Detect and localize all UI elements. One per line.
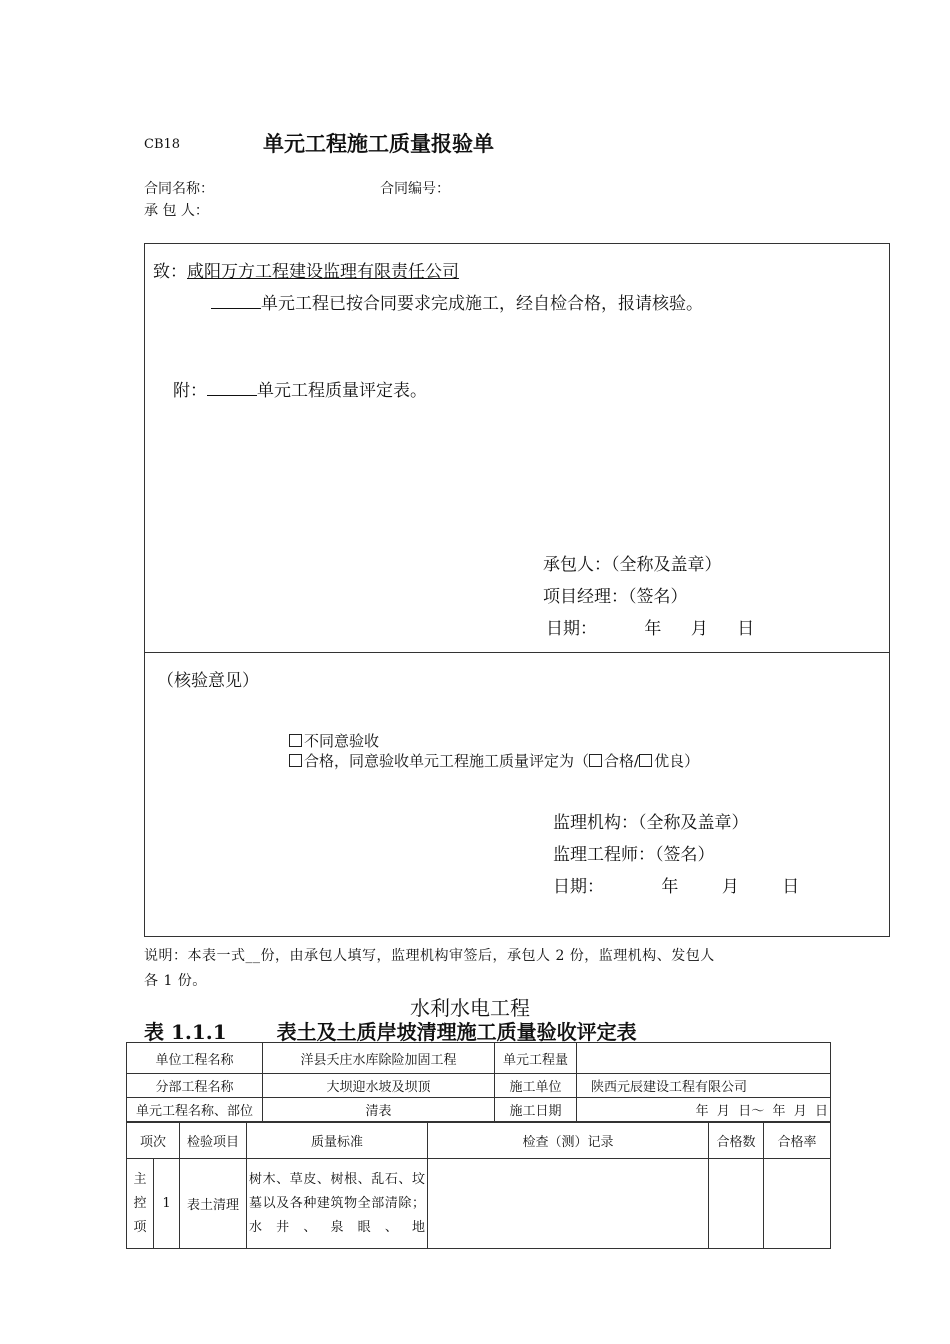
option-qualified-text: 合格/ xyxy=(604,752,640,770)
item-pass-count[interactable] xyxy=(709,1159,764,1249)
report-box xyxy=(144,243,890,653)
element-value: 清表 xyxy=(263,1098,495,1122)
header-quality-standard: 质量标准 xyxy=(247,1123,428,1159)
review-day: 日 xyxy=(782,877,800,897)
contractor-signature: 承包人：（全称及盖章） xyxy=(543,555,722,575)
manager-signature: 项目经理：（签名） xyxy=(543,587,688,607)
item-standard: 树木、草皮、树根、乱石、坟墓以及各种建筑物全部清除；水井、泉眼、地 xyxy=(247,1159,428,1249)
attach-blank xyxy=(207,381,257,396)
sub-project-value: 大坝迎水坡及坝顶 xyxy=(263,1074,495,1098)
supervisor-org-signature: 监理机构：（全称及盖章） xyxy=(553,813,749,833)
constructor-value: 陕西元辰建设工程有限公司 xyxy=(577,1074,831,1098)
report-year: 年 xyxy=(644,619,662,639)
table2-number: 表 1.1.1 xyxy=(144,1020,227,1044)
supervisor-engineer-signature: 监理工程师：（签名） xyxy=(553,845,715,865)
header-item-no: 项次 xyxy=(127,1123,180,1159)
inspection-table xyxy=(126,1122,831,1249)
review-month: 月 xyxy=(721,877,739,897)
item-record[interactable] xyxy=(428,1159,709,1249)
checkbox-icon[interactable] xyxy=(589,754,602,767)
form-note-line1: 说明：本表一式__份，由承包人填写，监理机构审签后，承包人 2 份，监理机构、发包人 xyxy=(144,948,715,964)
header-pass-rate: 合格率 xyxy=(764,1123,831,1159)
report-statement xyxy=(211,289,703,314)
option-accept-text: 合格，同意验收单元工程施工质量评定为（ xyxy=(304,752,590,770)
review-option-accept xyxy=(289,750,699,771)
item-number: 1 xyxy=(154,1159,180,1249)
constructor-label: 施工单位 xyxy=(495,1074,577,1098)
unit-qty-value xyxy=(577,1043,831,1074)
form-note-line2: 各 1 份。 xyxy=(144,973,207,989)
contract-no-label: 合同编号： xyxy=(380,181,450,197)
sub-project-label: 分部工程名称 xyxy=(127,1074,263,1098)
item-pass-rate[interactable] xyxy=(764,1159,831,1249)
report-date xyxy=(546,614,754,639)
unit-project-label: 单位工程名称 xyxy=(127,1043,263,1074)
category-char: 主 xyxy=(133,1171,147,1187)
item-name: 表土清理 xyxy=(180,1159,247,1249)
contract-name-label: 合同名称： xyxy=(144,181,214,197)
table-row xyxy=(127,1159,831,1249)
table2-subtitle: 水利水电工程 xyxy=(410,996,530,1020)
form-title: 单元工程施工质量报验单 xyxy=(263,132,494,156)
review-option-reject xyxy=(289,730,379,751)
review-box xyxy=(144,653,890,937)
category-char: 项 xyxy=(133,1219,147,1235)
category-main-control xyxy=(127,1159,154,1249)
attach-text: 单元工程质量评定表。 xyxy=(257,381,427,401)
report-attachment xyxy=(173,376,427,401)
recipient-org: 咸阳万方工程建设监理有限责任公司 xyxy=(187,262,459,282)
project-info-table xyxy=(126,1042,831,1122)
option-reject-text: 不同意验收 xyxy=(304,732,380,750)
category-char: 控 xyxy=(133,1195,147,1211)
header-check-item: 检验项目 xyxy=(180,1123,247,1159)
report-month: 月 xyxy=(690,619,708,639)
checkbox-icon[interactable] xyxy=(289,734,302,747)
form-code: CB18 xyxy=(144,137,181,152)
checkbox-icon[interactable] xyxy=(289,754,302,767)
report-day: 日 xyxy=(737,619,755,639)
option-excellent-text: 优良） xyxy=(654,752,700,770)
attach-prefix: 附： xyxy=(173,381,207,401)
unit-qty-label: 单元工程量 xyxy=(495,1043,577,1074)
report-recipient xyxy=(153,257,459,282)
review-heading: （核验意见） xyxy=(157,671,259,691)
element-label: 单元工程名称、部位 xyxy=(127,1098,263,1122)
contractor-label: 承 包 人： xyxy=(144,203,209,219)
construction-date-label: 施工日期 xyxy=(495,1098,577,1122)
inspection-header-row xyxy=(127,1123,831,1159)
header-inspection-record: 检查（测）记录 xyxy=(428,1123,709,1159)
checkbox-icon[interactable] xyxy=(639,754,652,767)
report-date-label: 日期： xyxy=(546,619,597,639)
table2-title xyxy=(144,1016,637,1045)
report-statement-text: 单元工程已按合同要求完成施工，经自检合格，报请核验。 xyxy=(261,294,703,314)
construction-date-value: 年 月 日～ 年 月 日 xyxy=(577,1098,831,1122)
unit-project-value: 洋县夭庄水库除险加固工程 xyxy=(263,1043,495,1074)
review-year: 年 xyxy=(661,877,679,897)
unit-blank xyxy=(211,294,261,309)
review-date xyxy=(553,872,799,897)
header-pass-count: 合格数 xyxy=(709,1123,764,1159)
recipient-prefix: 致： xyxy=(153,262,187,282)
table2-title-text: 表土及土质岸坡清理施工质量验收评定表 xyxy=(276,1020,637,1044)
review-date-label: 日期： xyxy=(553,877,604,897)
